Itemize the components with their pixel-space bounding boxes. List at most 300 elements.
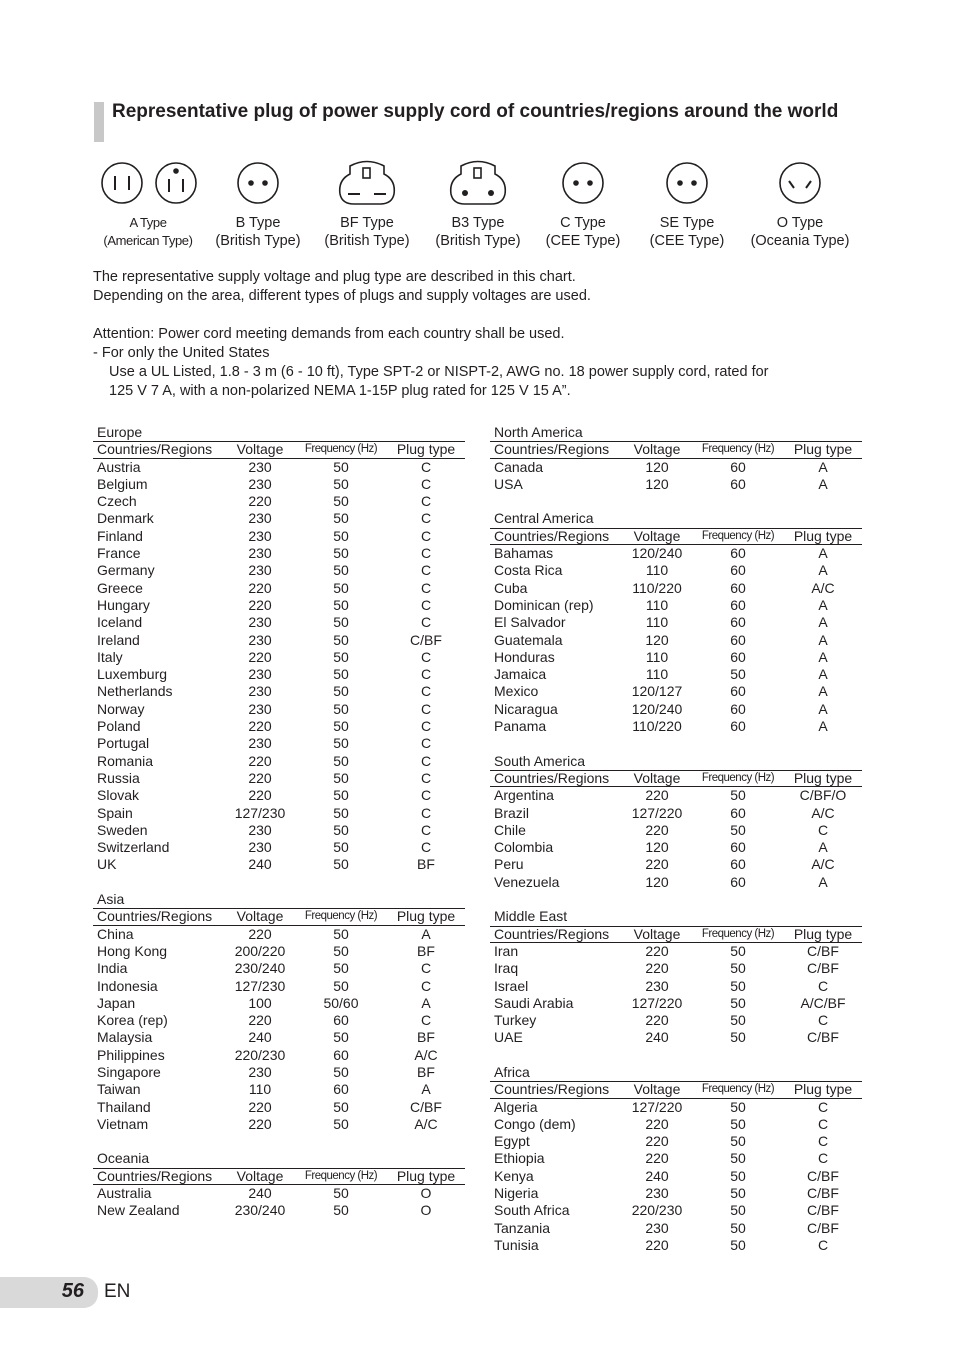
plug-type-cell: C [420, 977, 432, 994]
plug-type-cell: BF [417, 856, 435, 873]
header-frequency: Frequency (Hz) [304, 443, 378, 456]
frequency-cell: 50 [730, 1133, 746, 1150]
country-cell: Egypt [494, 1133, 530, 1150]
frequency-cell: 50 [333, 977, 349, 994]
country-cell: Austria [97, 458, 141, 475]
table-row [490, 1185, 862, 1202]
table-row [93, 1029, 465, 1046]
plug-type-cell: C/BF [410, 631, 442, 648]
frequency-cell: 50 [333, 787, 349, 804]
plug-type-cell: C [420, 735, 432, 752]
voltage-cell: 110 [248, 1081, 272, 1098]
region-table [490, 510, 862, 735]
frequency-cell: 50 [333, 510, 349, 527]
frequency-cell: 60 [730, 475, 746, 492]
header-country: Countries/Regions [494, 769, 610, 786]
country-cell: Philippines [97, 1046, 165, 1063]
table-header [93, 1168, 465, 1185]
frequency-cell: 50 [333, 700, 349, 717]
plug-type-cell: C [817, 821, 829, 838]
plug-type-cell: A [818, 614, 828, 631]
header-voltage: Voltage [236, 441, 284, 458]
country-cell: Sweden [97, 821, 148, 838]
frequency-cell: 50 [333, 683, 349, 700]
region-title: Asia [97, 891, 125, 908]
plug-type-cell: C/BF [807, 1219, 839, 1236]
country-cell: Australia [97, 1185, 152, 1202]
country-cell: UK [97, 856, 117, 873]
frequency-cell: 50 [730, 821, 746, 838]
frequency-cell: 50 [730, 1236, 746, 1253]
country-cell: Iceland [97, 614, 143, 631]
table-row [490, 943, 862, 960]
region-table [490, 424, 862, 493]
region-table [490, 1064, 862, 1254]
frequency-cell: 50 [730, 1167, 746, 1184]
plug-type-cell: C [420, 493, 432, 510]
voltage-cell: 230 [248, 700, 272, 717]
table-row [93, 978, 465, 995]
frequency-cell: 60 [730, 873, 746, 890]
table-row [93, 1202, 465, 1219]
plug-type-cell: A [818, 839, 828, 856]
plug-type-cell: C/BF [807, 1167, 839, 1184]
frequency-cell: 50 [333, 769, 349, 786]
frequency-cell: 60 [730, 579, 746, 596]
region-title: North America [494, 424, 583, 440]
plug-type-cell: A [421, 925, 431, 942]
country-cell: USA [494, 475, 523, 492]
table-row [490, 839, 862, 856]
voltage-cell: 220 [645, 856, 669, 873]
country-cell: Portugal [97, 735, 150, 752]
plug-type-cell: C [420, 562, 432, 579]
plug-type-cell: C [420, 579, 432, 596]
frequency-cell: 50 [730, 1219, 746, 1236]
plug-type-cell: A [818, 458, 828, 475]
country-cell: Venezuela [494, 873, 560, 890]
plug-type-cell: C [420, 545, 432, 562]
voltage-cell: 230 [248, 821, 272, 838]
header-country: Countries/Regions [97, 908, 213, 925]
plug-type-cell: C [817, 1012, 829, 1029]
country-cell: Denmark [97, 510, 154, 527]
country-cell: Costa Rica [494, 562, 563, 579]
table-header [490, 770, 862, 787]
page-language: EN [104, 1281, 131, 1302]
frequency-cell: 50 [730, 1115, 746, 1132]
plug-type-cell: C [817, 1133, 829, 1150]
frequency-cell: 50 [333, 631, 349, 648]
table-header [490, 528, 862, 545]
country-cell: Congo (dem) [494, 1115, 576, 1132]
table-row [490, 787, 862, 804]
frequency-cell: 50 [333, 562, 349, 579]
voltage-cell: 110 [645, 596, 669, 613]
voltage-cell: 220 [645, 1012, 669, 1029]
frequency-cell: 50 [333, 925, 349, 942]
frequency-cell: 50 [730, 1202, 746, 1219]
table-row [490, 1150, 862, 1167]
frequency-cell: 50 [333, 752, 349, 769]
country-cell: Jamaica [494, 666, 547, 683]
country-cell: Israel [494, 977, 529, 994]
voltage-cell: 230 [645, 1185, 669, 1202]
header-plug: Plug type [793, 441, 853, 458]
table-row [93, 839, 465, 856]
header-plug: Plug type [396, 908, 456, 925]
table-row [93, 1047, 465, 1064]
plug-type-cell: C [420, 458, 432, 475]
page-heading: Representative plug of power supply cord of countries/regions around the world [112, 101, 839, 122]
table-header [490, 1081, 862, 1098]
frequency-cell: 60 [730, 614, 746, 631]
table-row [93, 960, 465, 977]
header-country: Countries/Regions [97, 1167, 213, 1184]
frequency-cell: 50 [333, 856, 349, 873]
table-row [93, 753, 465, 770]
plug-type-cell: A [818, 683, 828, 700]
header-frequency: Frequency (Hz) [304, 910, 378, 923]
voltage-cell: 120 [645, 475, 669, 492]
country-cell: Brazil [494, 804, 530, 821]
table-row [93, 943, 465, 960]
voltage-cell: 220 [248, 493, 272, 510]
header-voltage: Voltage [633, 925, 681, 942]
country-cell: Romania [97, 752, 154, 769]
table-row [93, 1012, 465, 1029]
voltage-cell: 120 [645, 631, 669, 648]
country-cell: Saudi Arabia [494, 994, 574, 1011]
voltage-cell: 100 [248, 994, 272, 1011]
plug-o-icon [777, 160, 823, 206]
frequency-cell: 50 [333, 493, 349, 510]
plug-type-cell: C [420, 718, 432, 735]
table-row [93, 545, 465, 562]
voltage-cell: 200/220 [234, 942, 286, 959]
voltage-cell: 127/220 [631, 1098, 683, 1115]
plug-type-cell: A [818, 545, 828, 562]
voltage-cell: 120 [645, 458, 669, 475]
country-cell: Canada [494, 458, 544, 475]
table-row [490, 1237, 862, 1254]
plug-type-cell: C [420, 960, 432, 977]
table-row [93, 562, 465, 579]
table-row [93, 1064, 465, 1081]
header-voltage: Voltage [633, 527, 681, 544]
country-cell: Hong Kong [97, 942, 168, 959]
frequency-cell: 60 [730, 839, 746, 856]
frequency-cell: 50 [730, 960, 746, 977]
region-title: Middle East [494, 908, 568, 925]
voltage-cell: 230 [248, 527, 272, 544]
voltage-cell: 127/220 [631, 804, 683, 821]
left-column-tables [93, 424, 465, 1237]
intro-text: The representative supply voltage and plug type are described in this chart. Depending on the area, different types of plugs and supply voltages are used. [93, 269, 591, 304]
country-cell: Bahamas [494, 545, 554, 562]
frequency-cell: 50/60 [323, 994, 359, 1011]
plug-a-type: A Type (American Type) [96, 160, 200, 250]
plug-type-cell: BF [417, 942, 435, 959]
voltage-cell: 240 [248, 1185, 272, 1202]
right-column-tables [490, 424, 862, 1272]
header-plug: Plug type [793, 925, 853, 942]
plug-bf-type: BF Type (British Type) [318, 160, 416, 250]
country-cell: Japan [97, 994, 136, 1011]
table-header [490, 926, 862, 943]
header-voltage: Voltage [633, 441, 681, 458]
country-cell: Poland [97, 718, 141, 735]
country-cell: Singapore [97, 1063, 161, 1080]
header-plug: Plug type [793, 769, 853, 786]
header-frequency: Frequency (Hz) [304, 1169, 378, 1182]
voltage-cell: 220 [248, 1098, 272, 1115]
voltage-cell: 127/230 [234, 977, 286, 994]
country-cell: Russia [97, 769, 140, 786]
plug-type-cell: C [817, 1115, 829, 1132]
voltage-cell: 220 [248, 648, 272, 665]
voltage-cell: 220 [248, 718, 272, 735]
table-row [490, 683, 862, 700]
table-row [93, 510, 465, 527]
frequency-cell: 50 [333, 614, 349, 631]
region-title: Central America [494, 510, 594, 527]
plug-type-cell: A [421, 1081, 431, 1098]
voltage-cell: 230 [248, 666, 272, 683]
table-row [490, 874, 862, 891]
table-row [490, 978, 862, 995]
voltage-cell: 220 [645, 1133, 669, 1150]
table-row [490, 1029, 862, 1046]
voltage-cell: 220 [248, 579, 272, 596]
country-cell: Slovak [97, 787, 140, 804]
page-number: 56 [61, 1280, 84, 1302]
plug-type-cell: C [420, 683, 432, 700]
plug-type-cell: A [818, 631, 828, 648]
frequency-cell: 50 [333, 527, 349, 544]
frequency-cell: 60 [730, 631, 746, 648]
frequency-cell: 60 [730, 562, 746, 579]
frequency-cell: 50 [333, 579, 349, 596]
table-row [490, 995, 862, 1012]
table-row [93, 926, 465, 943]
table-row [93, 683, 465, 700]
table-row [490, 805, 862, 822]
frequency-cell: 60 [730, 700, 746, 717]
country-cell: China [97, 925, 134, 942]
country-cell: Iran [494, 942, 519, 959]
voltage-cell: 240 [248, 856, 272, 873]
frequency-cell: 50 [730, 994, 746, 1011]
plug-type-cell: A [421, 994, 431, 1011]
voltage-cell: 220 [248, 1115, 272, 1132]
heading-accent-bar [94, 102, 104, 142]
region-title: Oceania [97, 1150, 150, 1167]
country-cell: Italy [97, 648, 123, 665]
plug-type-cell: A/C [811, 856, 835, 873]
voltage-cell: 230 [645, 1219, 669, 1236]
plug-o-type: O Type (Oceania Type) [745, 160, 855, 250]
country-cell: Colombia [494, 839, 554, 856]
table-row [490, 614, 862, 631]
plug-type-cell: A [818, 562, 828, 579]
plug-type-cell: O [420, 1185, 432, 1202]
voltage-cell: 110/220 [632, 718, 682, 735]
plug-type-cell: A [818, 873, 828, 890]
country-cell: Ethiopia [494, 1150, 545, 1167]
region-table [93, 1150, 465, 1219]
country-cell: Argentina [494, 787, 554, 804]
frequency-cell: 50 [333, 1029, 349, 1046]
plug-type-cell: A/C/BF [800, 994, 846, 1011]
frequency-cell: 60 [730, 718, 746, 735]
voltage-cell: 220 [248, 925, 272, 942]
table-row [93, 770, 465, 787]
plug-type-cell: C [817, 977, 829, 994]
voltage-cell: 220 [248, 752, 272, 769]
frequency-cell: 60 [730, 648, 746, 665]
frequency-cell: 60 [730, 596, 746, 613]
frequency-cell: 50 [730, 977, 746, 994]
plug-type-cell: O [420, 1202, 432, 1219]
table-row [93, 666, 465, 683]
plug-type-cell: A/C [811, 579, 835, 596]
voltage-cell: 220 [645, 1115, 669, 1132]
voltage-cell: 120/127 [631, 683, 683, 700]
country-cell: Peru [494, 856, 524, 873]
table-row [490, 718, 862, 735]
table-row [93, 1185, 465, 1202]
voltage-cell: 110/220 [632, 579, 682, 596]
voltage-cell: 120/240 [631, 700, 683, 717]
frequency-cell: 50 [333, 596, 349, 613]
voltage-cell: 230 [248, 614, 272, 631]
region-table [490, 753, 862, 891]
plug-type-cell: C [420, 769, 432, 786]
frequency-cell: 50 [730, 1029, 746, 1046]
header-frequency: Frequency (Hz) [701, 1083, 775, 1096]
voltage-cell: 120 [645, 873, 669, 890]
plug-c-icon [560, 160, 606, 206]
table-row [93, 1099, 465, 1116]
frequency-cell: 60 [730, 856, 746, 873]
table-row [93, 701, 465, 718]
plug-type-cell: C/BF/O [799, 787, 847, 804]
table-row [490, 856, 862, 873]
table-row [93, 805, 465, 822]
plug-type-cell: C [817, 1098, 829, 1115]
plug-type-cell: BF [417, 1029, 435, 1046]
voltage-cell: 110 [645, 562, 669, 579]
frequency-cell: 50 [333, 1098, 349, 1115]
region-title: Africa [494, 1063, 530, 1080]
frequency-cell: 50 [333, 1202, 349, 1219]
frequency-cell: 50 [730, 1098, 746, 1115]
plug-type-cell: C [420, 614, 432, 631]
country-cell: Malaysia [97, 1029, 153, 1046]
table-row [93, 1081, 465, 1098]
plug-type-cell: A [818, 596, 828, 613]
table-row [490, 1099, 862, 1116]
table-header [93, 441, 465, 458]
table-row [93, 856, 465, 873]
country-cell: Luxemburg [97, 666, 168, 683]
voltage-cell: 127/230 [234, 804, 286, 821]
frequency-cell: 50 [333, 1185, 349, 1202]
frequency-cell: 50 [333, 545, 349, 562]
country-cell: South Africa [494, 1202, 570, 1219]
table-row [93, 735, 465, 752]
frequency-cell: 50 [333, 821, 349, 838]
voltage-cell: 230 [248, 545, 272, 562]
frequency-cell: 60 [333, 1046, 349, 1063]
country-cell: Korea (rep) [97, 1012, 168, 1029]
region-title: Europe [97, 424, 143, 440]
table-row [490, 562, 862, 579]
plug-type-cell: C [420, 839, 432, 856]
table-row [93, 459, 465, 476]
frequency-cell: 50 [730, 787, 746, 804]
header-plug: Plug type [793, 527, 853, 544]
country-cell: Germany [97, 562, 155, 579]
voltage-cell: 240 [645, 1167, 669, 1184]
country-cell: India [97, 960, 128, 977]
voltage-cell: 120 [645, 839, 669, 856]
frequency-cell: 50 [333, 458, 349, 475]
header-frequency: Frequency (Hz) [701, 927, 775, 940]
country-cell: Cuba [494, 579, 528, 596]
voltage-cell: 220 [248, 596, 272, 613]
region-table [93, 424, 465, 874]
plug-type-cell: C [420, 1012, 432, 1029]
plug-type-cell: C [817, 1236, 829, 1253]
header-voltage: Voltage [633, 1081, 681, 1098]
table-row [490, 1202, 862, 1219]
table-header [490, 441, 862, 458]
voltage-cell: 230 [248, 631, 272, 648]
table-row [490, 545, 862, 562]
frequency-cell: 50 [333, 735, 349, 752]
table-row [490, 822, 862, 839]
voltage-cell: 110 [645, 614, 669, 631]
country-cell: Panama [494, 718, 547, 735]
voltage-cell: 230 [248, 458, 272, 475]
region-table [490, 908, 862, 1046]
frequency-cell: 50 [333, 718, 349, 735]
country-cell: Thailand [97, 1098, 151, 1115]
plug-type-cell: C/BF [807, 942, 839, 959]
country-cell: Kenya [494, 1167, 534, 1184]
plug-type-cell: A [818, 475, 828, 492]
frequency-cell: 50 [730, 1150, 746, 1167]
plug-type-cell: A/C [811, 804, 835, 821]
plug-type-cell: C [420, 648, 432, 665]
voltage-cell: 220 [645, 942, 669, 959]
country-cell: Honduras [494, 648, 555, 665]
voltage-cell: 220 [248, 1012, 272, 1029]
plug-c-type: C Type (CEE Type) [538, 160, 628, 250]
plug-se-type: SE Type (CEE Type) [642, 160, 732, 250]
country-cell: Dominican (rep) [494, 596, 594, 613]
plug-b-icon [235, 160, 281, 206]
plug-type-cell: A [818, 648, 828, 665]
header-country: Countries/Regions [494, 1081, 610, 1098]
country-cell: Indonesia [97, 977, 158, 994]
voltage-cell: 220 [248, 787, 272, 804]
frequency-cell: 50 [333, 648, 349, 665]
country-cell: Nigeria [494, 1185, 539, 1202]
voltage-cell: 110 [645, 648, 669, 665]
